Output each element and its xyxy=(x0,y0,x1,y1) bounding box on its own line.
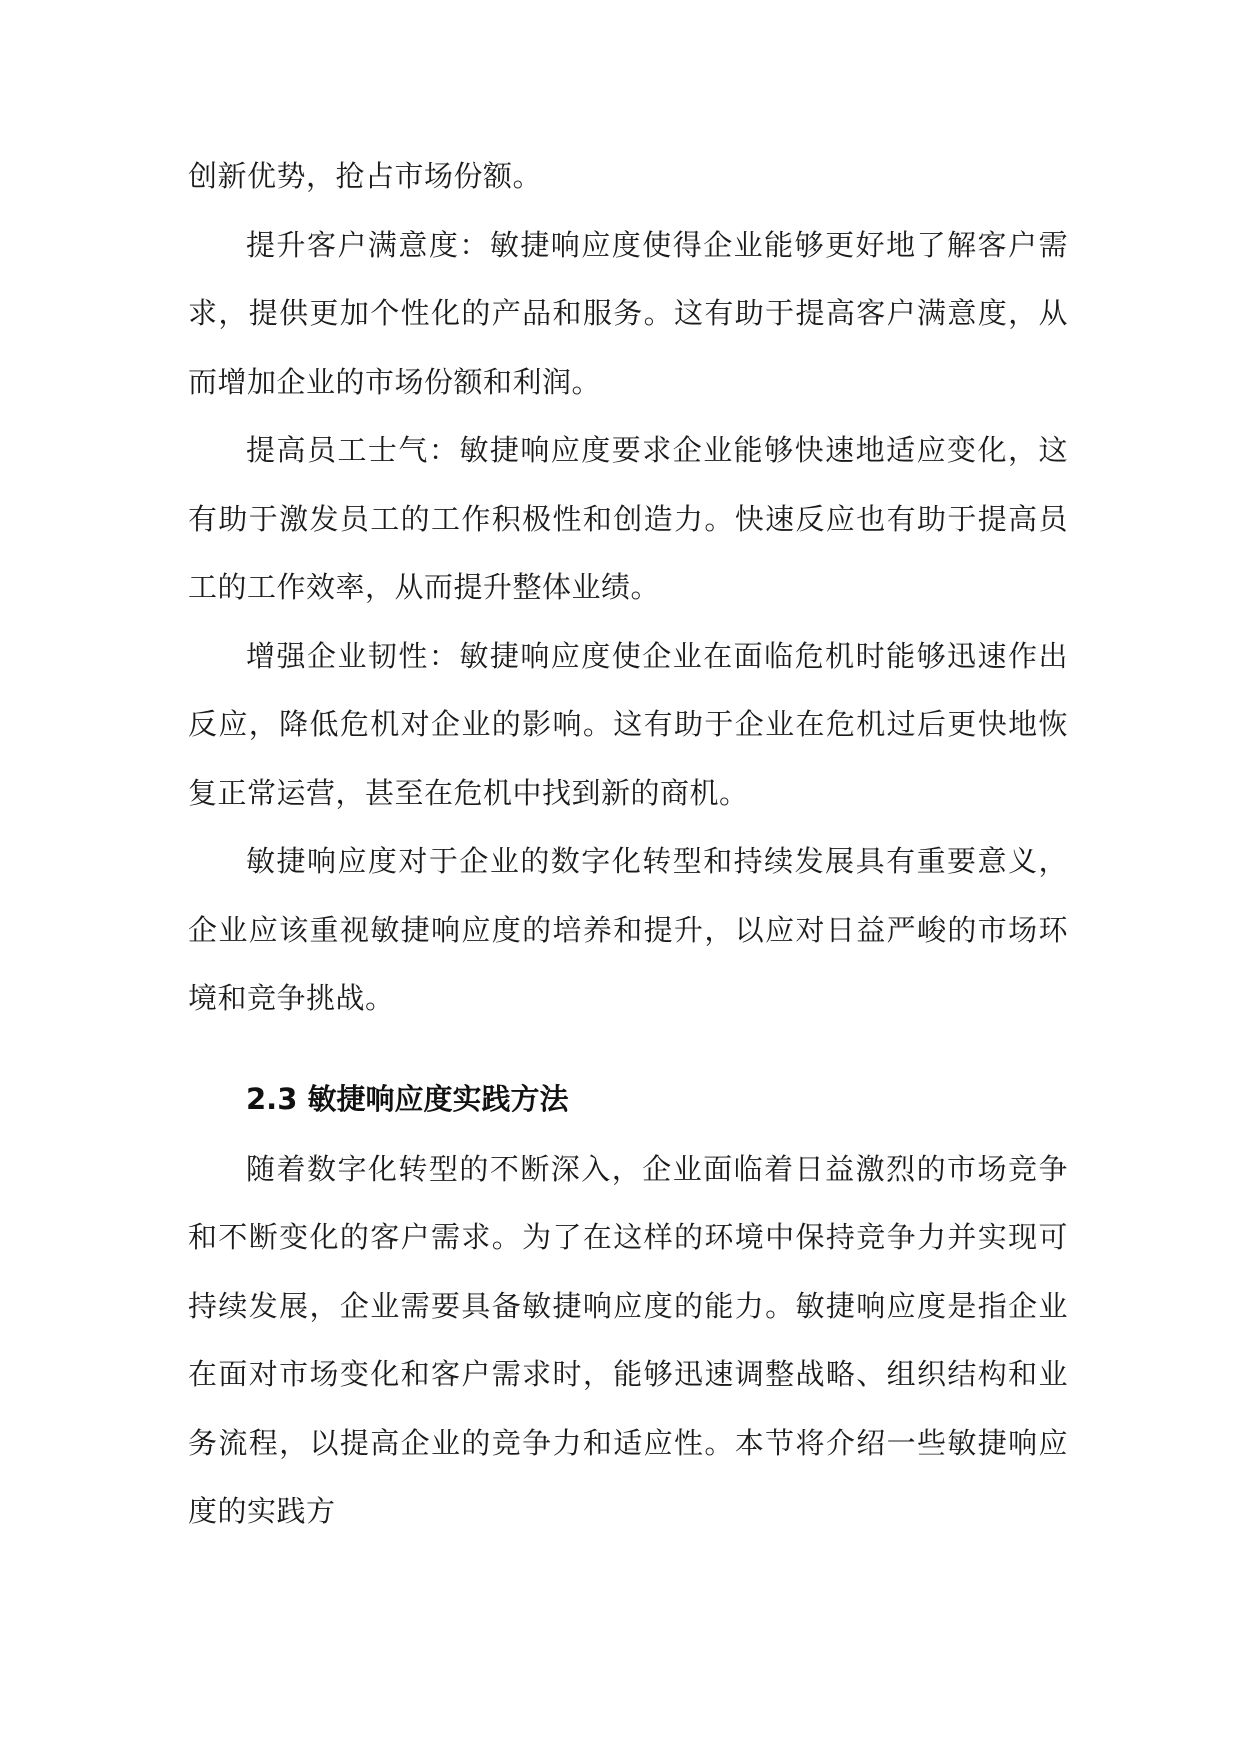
paragraph-practice-intro: 随着数字化转型的不断深入，企业面临着日益激烈的市场竞争和不断变化的客户需求。为了在这样的环境中保持竞争力并实现可持续发展，企业需要具备敏捷响应度的能力。敏捷响应度是指企业在面对市场变化和客户需求时，能够迅速调整战略、组织结构和业务流程，以提高企业的竞争力和适应性。本节将介绍一些敏捷响应度的实践方 xyxy=(188,1151,1068,1528)
paragraph-summary: 敏捷响应度对于企业的数字化转型和持续发展具有重要意义，企业应该重视敏捷响应度的培养和提升，以应对日益严峻的市场环境和竞争挑战。 xyxy=(188,844,1068,1015)
paragraph-customer-satisfaction: 提升客户满意度：敏捷响应度使得企业能够更好地了解客户需求，提供更加个性化的产品和服务。这有助于提高客户满意度，从而增加企业的市场份额和利润。 xyxy=(188,227,1068,399)
paragraph-employee-morale: 提高员工士气：敏捷响应度要求企业能够快速地适应变化，这有助于激发员工的工作积极性和创造力。快速反应也有助于提高员工的工作效率，从而提升整体业绩。 xyxy=(188,433,1068,604)
paragraph-enterprise-resilience: 增强企业韧性：敏捷响应度使企业在面临危机时能够迅速作出反应，降低危机对企业的影响。这有助于企业在危机过后更快地恢复正常运营，甚至在危机中找到新的商机。 xyxy=(188,638,1068,810)
document-body xyxy=(188,142,1068,1546)
paragraph-continuation: 创新优势，抢占市场份额。 xyxy=(188,159,543,193)
section-heading: 2.3 敏捷响应度实践方法 xyxy=(246,1081,569,1116)
